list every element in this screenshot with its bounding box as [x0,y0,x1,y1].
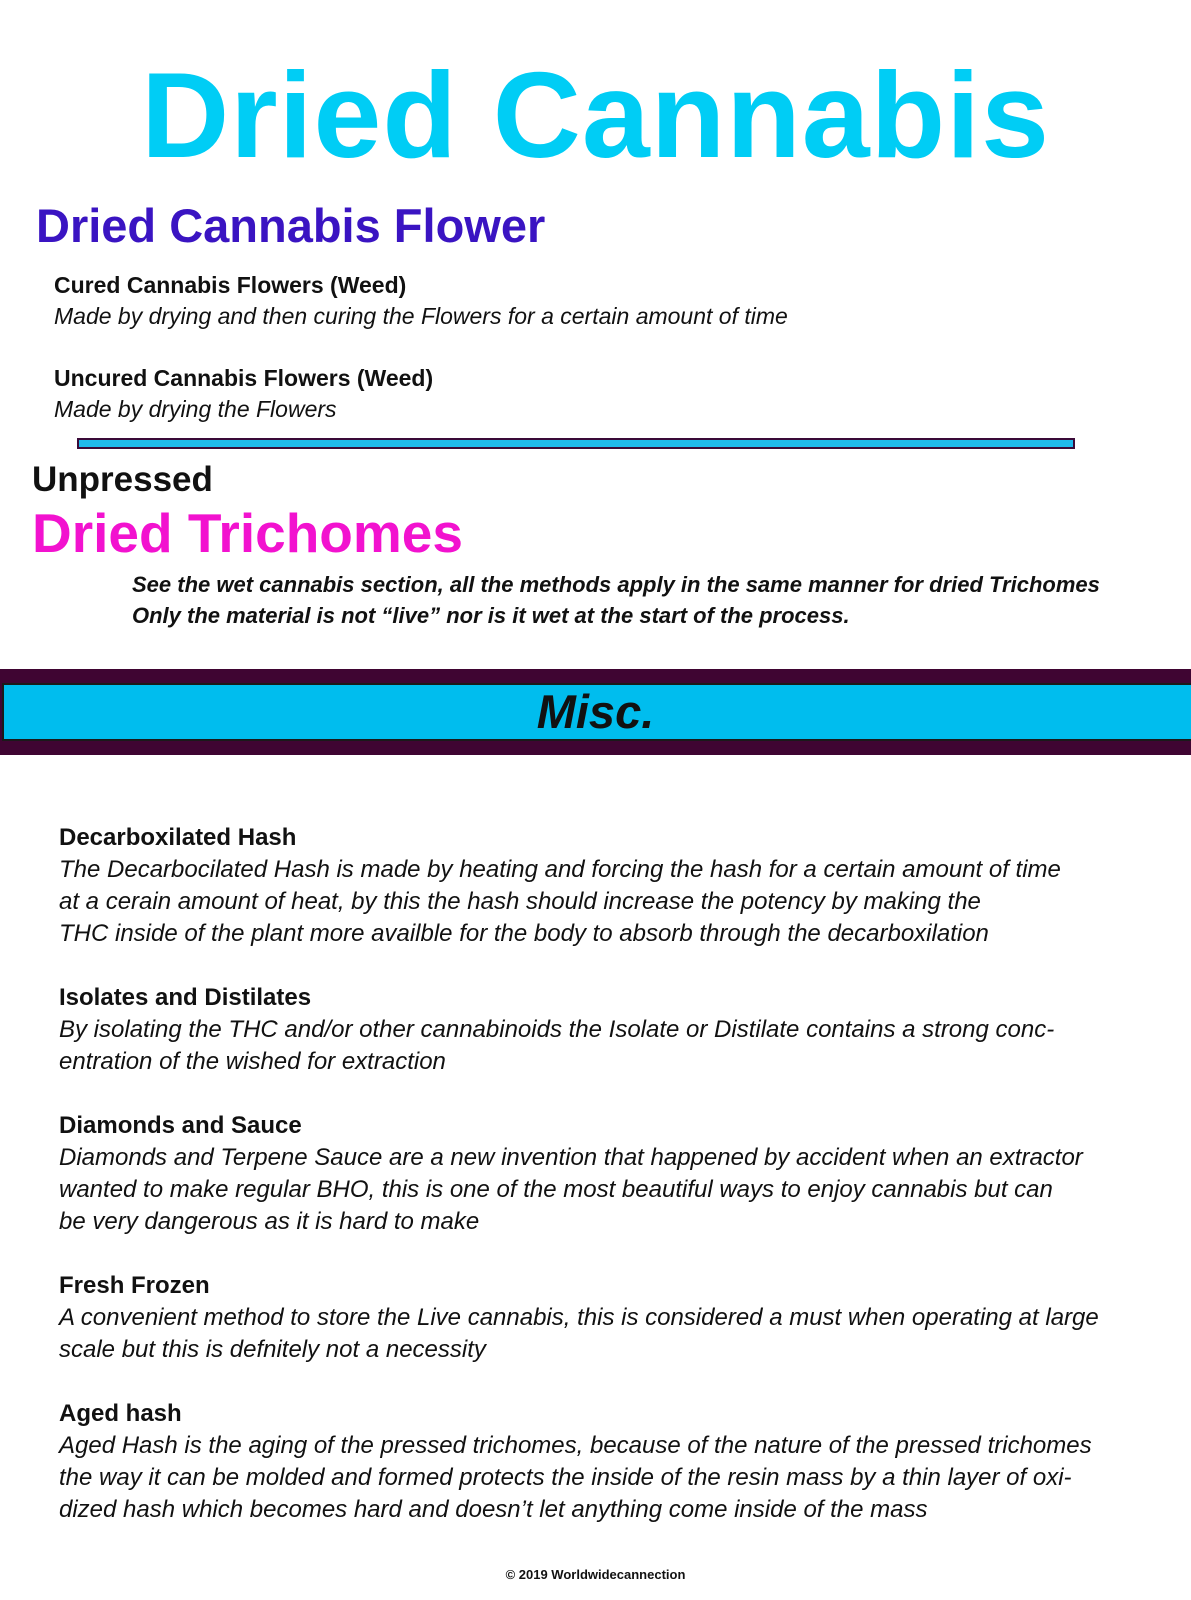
misc-entry [59,1110,1169,1238]
entry-description [59,1430,1169,1526]
entry-name: Aged hash [59,1400,182,1427]
entry-description [59,1142,1169,1238]
entry-name: Cured Cannabis Flowers (Weed) [54,272,407,298]
description-line: The Decarbocilated Hash is made by heating and forcing the hash for a certain amount of time [59,856,1061,883]
description-line: be very dangerous as it is hard to make [59,1208,480,1235]
flower-entry [54,363,433,425]
note-line: Only the material is not “live” nor is it wet at the start of the process. [132,603,850,628]
trichomes-note [132,569,1100,631]
description-line: the way it can be molded and formed protects the inside of the resin mass by a thin layer of oxi- [59,1464,1072,1491]
entry-description [59,1014,1169,1078]
entry-description: Made by drying the Flowers [54,396,337,422]
description-line: THC inside of the plant more availble for the body to absorb through the decarboxilation [59,920,989,947]
description-line: entration of the wished for extraction [59,1048,446,1075]
entry-name: Diamonds and Sauce [59,1112,302,1139]
description-line: at a cerain amount of heat, by this the hash should increase the potency by making the [59,888,981,915]
trichomes-kicker: Unpressed [32,460,213,499]
trichomes-section-heading: Dried Trichomes [32,502,463,564]
entry-description [59,1302,1169,1366]
description-line: wanted to make regular BHO, this is one of the most beautiful ways to enjoy cannabis but can [59,1176,1053,1203]
entry-name: Decarboxilated Hash [59,824,297,851]
entry-description: Made by drying and then curing the Flowers for a certain amount of time [54,303,788,329]
misc-entry [59,822,1169,950]
description-line: A convenient method to store the Live cannabis, this is considered a must when operating at large [59,1304,1099,1331]
description-line: scale but this is defnitely not a necessity [59,1336,486,1363]
entry-description [59,854,1169,950]
misc-entry [59,982,1169,1078]
description-line: By isolating the THC and/or other cannabinoids the Isolate or Distilate contains a strong conc- [59,1016,1055,1043]
entry-name: Isolates and Distilates [59,984,312,1011]
misc-entry [59,1270,1169,1366]
description-line: Aged Hash is the aging of the pressed trichomes, because of the nature of the pressed trichomes [59,1432,1092,1459]
entry-name: Uncured Cannabis Flowers (Weed) [54,365,434,391]
description-line: dized hash which becomes hard and doesn’t let anything come inside of the mass [59,1496,928,1523]
entry-name: Fresh Frozen [59,1272,210,1299]
section-divider [77,438,1075,449]
flower-entry [54,270,788,332]
flower-section-heading: Dried Cannabis Flower [36,199,546,252]
misc-section-heading: Misc. [536,685,655,738]
misc-entry [59,1398,1169,1526]
description-line: Diamonds and Terpene Sauce are a new invention that happened by accident when an extractor [59,1144,1083,1171]
page-title: Dried Cannabis [141,47,1050,183]
copyright-footer: © 2019 Worldwidecannection [505,1567,686,1582]
note-line: See the wet cannabis section, all the methods apply in the same manner for dried Trichomes [132,572,1100,597]
